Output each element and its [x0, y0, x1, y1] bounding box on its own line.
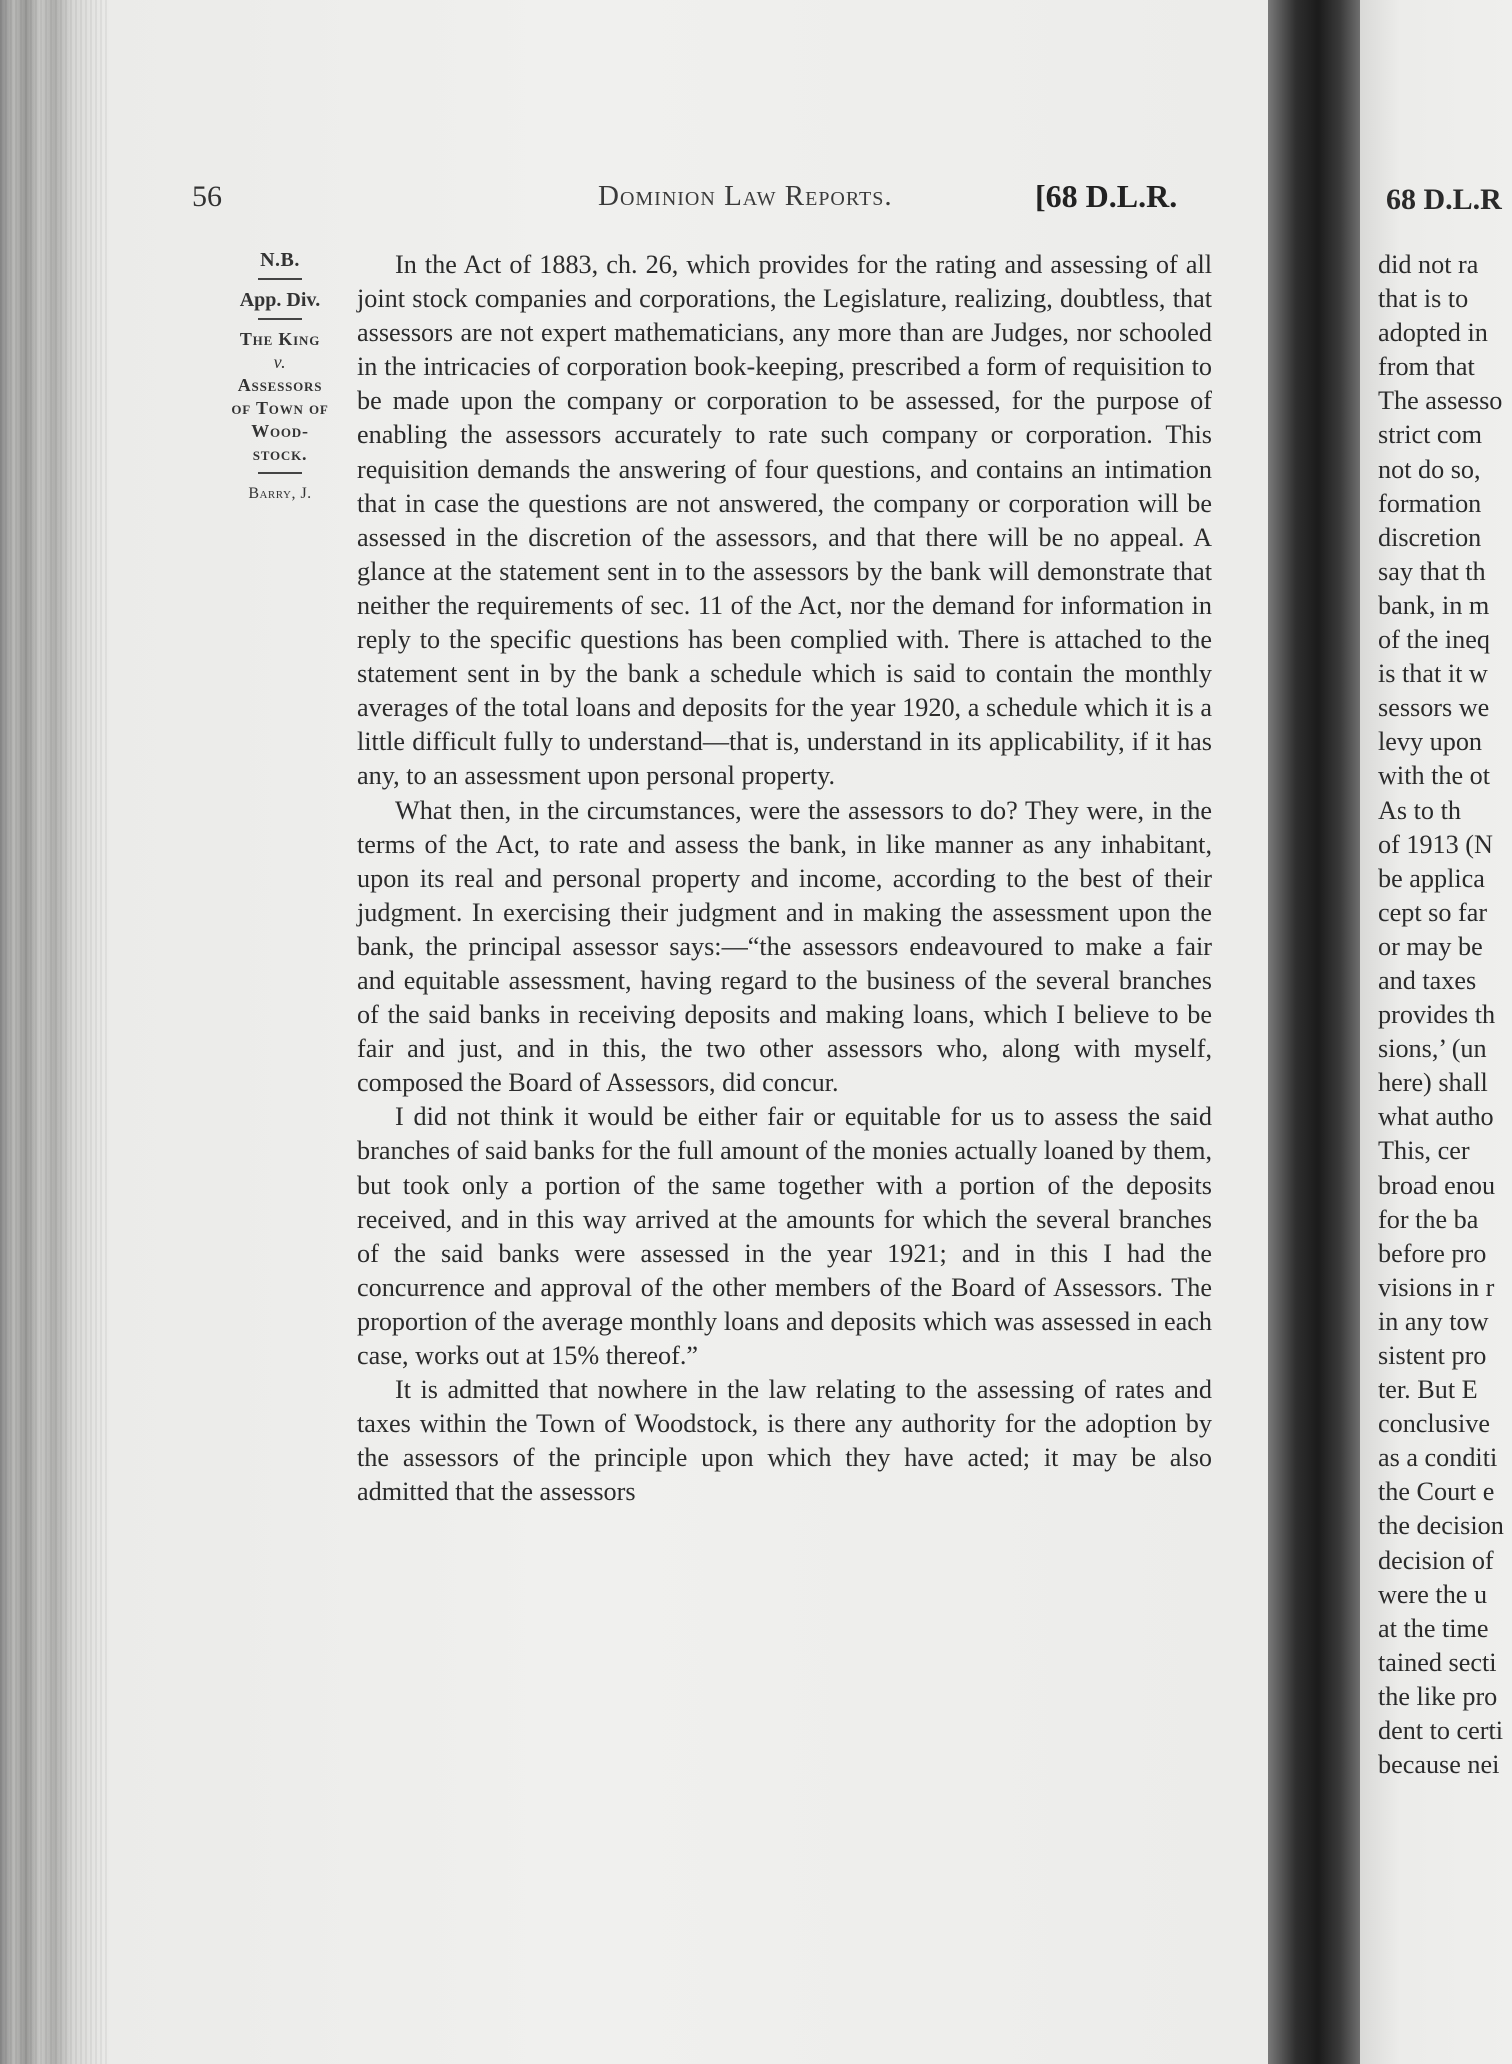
right-page-line: that is to — [1378, 284, 1469, 314]
divider — [258, 318, 302, 320]
right-page-line: of 1913 (N — [1378, 829, 1493, 859]
book-gutter — [1268, 0, 1360, 2064]
judge-name: Barry, J. — [248, 485, 312, 502]
right-page-line: were the u — [1378, 1579, 1488, 1609]
divider — [258, 472, 302, 474]
page-number: 56 — [192, 180, 222, 213]
right-page-line: say that th — [1378, 556, 1486, 586]
case-name — [200, 328, 360, 466]
case-line: Wood- — [251, 421, 309, 441]
case-line: stock. — [252, 444, 308, 464]
right-page-line: the like pro — [1378, 1681, 1498, 1711]
right-page-line: decision of — [1378, 1545, 1494, 1575]
case-line: Assessors — [237, 375, 323, 395]
right-page-line: As to th — [1378, 795, 1461, 825]
right-page-line: sions,’ (un — [1378, 1034, 1487, 1064]
division-label: App. Div. — [239, 289, 321, 311]
paragraph: It is admitted that nowhere in the law relating to the assessing of rates and taxes within the Town of Woodstock, is there any authority for the adoption by the assessors of the principle upon which they have acted; it may be also admitted that the assessors — [357, 1375, 1212, 1507]
right-page-line: sistent pro — [1378, 1341, 1487, 1370]
right-page-line: in any tow — [1378, 1306, 1489, 1336]
margin-notes — [200, 248, 360, 506]
right-page-line: because nei — [1378, 1750, 1500, 1780]
right-page-line: from that — [1378, 352, 1475, 382]
right-page-line: visions in r — [1378, 1272, 1495, 1302]
right-page-line: strict com — [1378, 420, 1482, 450]
running-title: Dominion Law Reports. — [598, 180, 893, 212]
right-page — [1360, 0, 1512, 2064]
paragraph: In the Act of 1883, ch. 26, which provides for the rating and assessing of all joint stock companies and corporations, the Legislature, realizing, doubtless, that assessors are not expert mathematicians, any more than are Judges, nor schooled in the intricacies of corporation book-keeping, prescribed a form of requisition to be made upon the company or corporation to be assessed, for the purpose of enabling the assessors accurately to rate such company or corporation. This requisition demands the answering of four questions, and contains an intimation that in case the questions are not answered, the company or corporation will be assessed in the discretion of the assessors, and that there will be no appeal. A glance at the statement sent in to the assessors by the bank will demonstrate that neither the requirements of sec. 11 of the Act, nor the demand for information in reply to the specific questions has been complied with. There is attached to the statement sent in by the bank a schedule which is said to contain the monthly averages of the total loans and deposits for the year 1920, a schedule which it is a little difficult fully to understand—that is, understand in its applicability, if it has any, to an assessment upon personal property. — [357, 250, 1212, 791]
right-page-line: be applica — [1378, 863, 1485, 893]
right-page-line: The assesso — [1378, 386, 1503, 416]
paragraph: I did not think it would be either fair or equitable for us to assess the said branches of said banks for the full amount of the monies actually loaned by them, but took only a portion of the same together with a portion of the deposits received, and in this way arrived at the amounts for which the several branches of the said banks were assessed in the year 1921; and in this I had the concurrence and approval of the other members of the Board of Assessors. The proportion of the average monthly loans and deposits which was assessed in each case, works out at 15% thereof.” — [357, 1102, 1212, 1370]
right-running-head: 68 D.L.R — [1386, 183, 1502, 216]
volume-reference: [68 D.L.R. — [1035, 178, 1178, 214]
paragraph: What then, in the circumstances, were the assessors to do? They were, in the terms of the Act, to rate and assess the bank, in like manner as any inhabitant, upon its real and personal property and income, according to the best of their judgment. In exercising their judgment and in making the assessment upon the bank, the principal assessor says:—“the assessors endeavoured to make a fair and equitable assessment, having regard to the business of the several branches of the said banks in receiving deposits and making loans, which I believe to be fair and just, and in this, the two other assessors who, along with myself, composed the Board of Assessors, did concur. — [357, 795, 1212, 1098]
right-page-line: levy upon — [1378, 727, 1483, 757]
divider — [258, 278, 302, 280]
right-page-line: This, cer — [1378, 1136, 1470, 1166]
right-page-text — [1378, 248, 1512, 1782]
right-page-line: the Court e — [1378, 1477, 1495, 1507]
right-page-line: of the ineq — [1378, 625, 1490, 655]
right-page-line: did not ra — [1378, 250, 1479, 279]
right-page-line: at the time — [1378, 1613, 1489, 1643]
right-page-line: what autho — [1378, 1102, 1494, 1132]
running-head — [110, 180, 1210, 230]
right-page-line: discretion — [1378, 522, 1482, 552]
case-line: The King — [239, 329, 321, 349]
right-page-line: and taxes — [1378, 965, 1477, 995]
right-page-line: ter. But E — [1378, 1375, 1478, 1405]
right-page-line: or may be — [1378, 931, 1483, 961]
right-page-line: tained secti — [1378, 1647, 1497, 1677]
book-binding-edge — [0, 0, 110, 2064]
case-line: v. — [273, 352, 287, 372]
right-page-line: with the ot — [1378, 761, 1491, 791]
right-page-line: bank, in m — [1378, 590, 1490, 620]
body-text — [357, 248, 1212, 1509]
right-page-line: conclusive — [1378, 1409, 1490, 1439]
right-page-line: dent to certi — [1378, 1716, 1504, 1746]
right-page-line: broad enou — [1378, 1170, 1496, 1200]
right-page-line: adopted in — [1378, 318, 1488, 348]
right-page-line: before pro — [1378, 1238, 1487, 1268]
right-page-line: is that it w — [1378, 659, 1488, 689]
right-page-line: here) shall — [1378, 1068, 1488, 1098]
right-page-line: sessors we — [1378, 693, 1490, 723]
right-page-line: provides th — [1378, 1000, 1496, 1030]
right-page-line: cept so far — [1378, 897, 1488, 927]
right-page-line: as a conditi — [1378, 1443, 1498, 1473]
case-line: of Town of — [231, 398, 329, 418]
right-page-line: formation — [1378, 488, 1482, 518]
right-page-line: not do so, — [1378, 454, 1481, 484]
court-label: N.B. — [260, 249, 300, 271]
right-page-line: for the ba — [1378, 1204, 1479, 1234]
right-page-line: the decision — [1378, 1511, 1504, 1541]
